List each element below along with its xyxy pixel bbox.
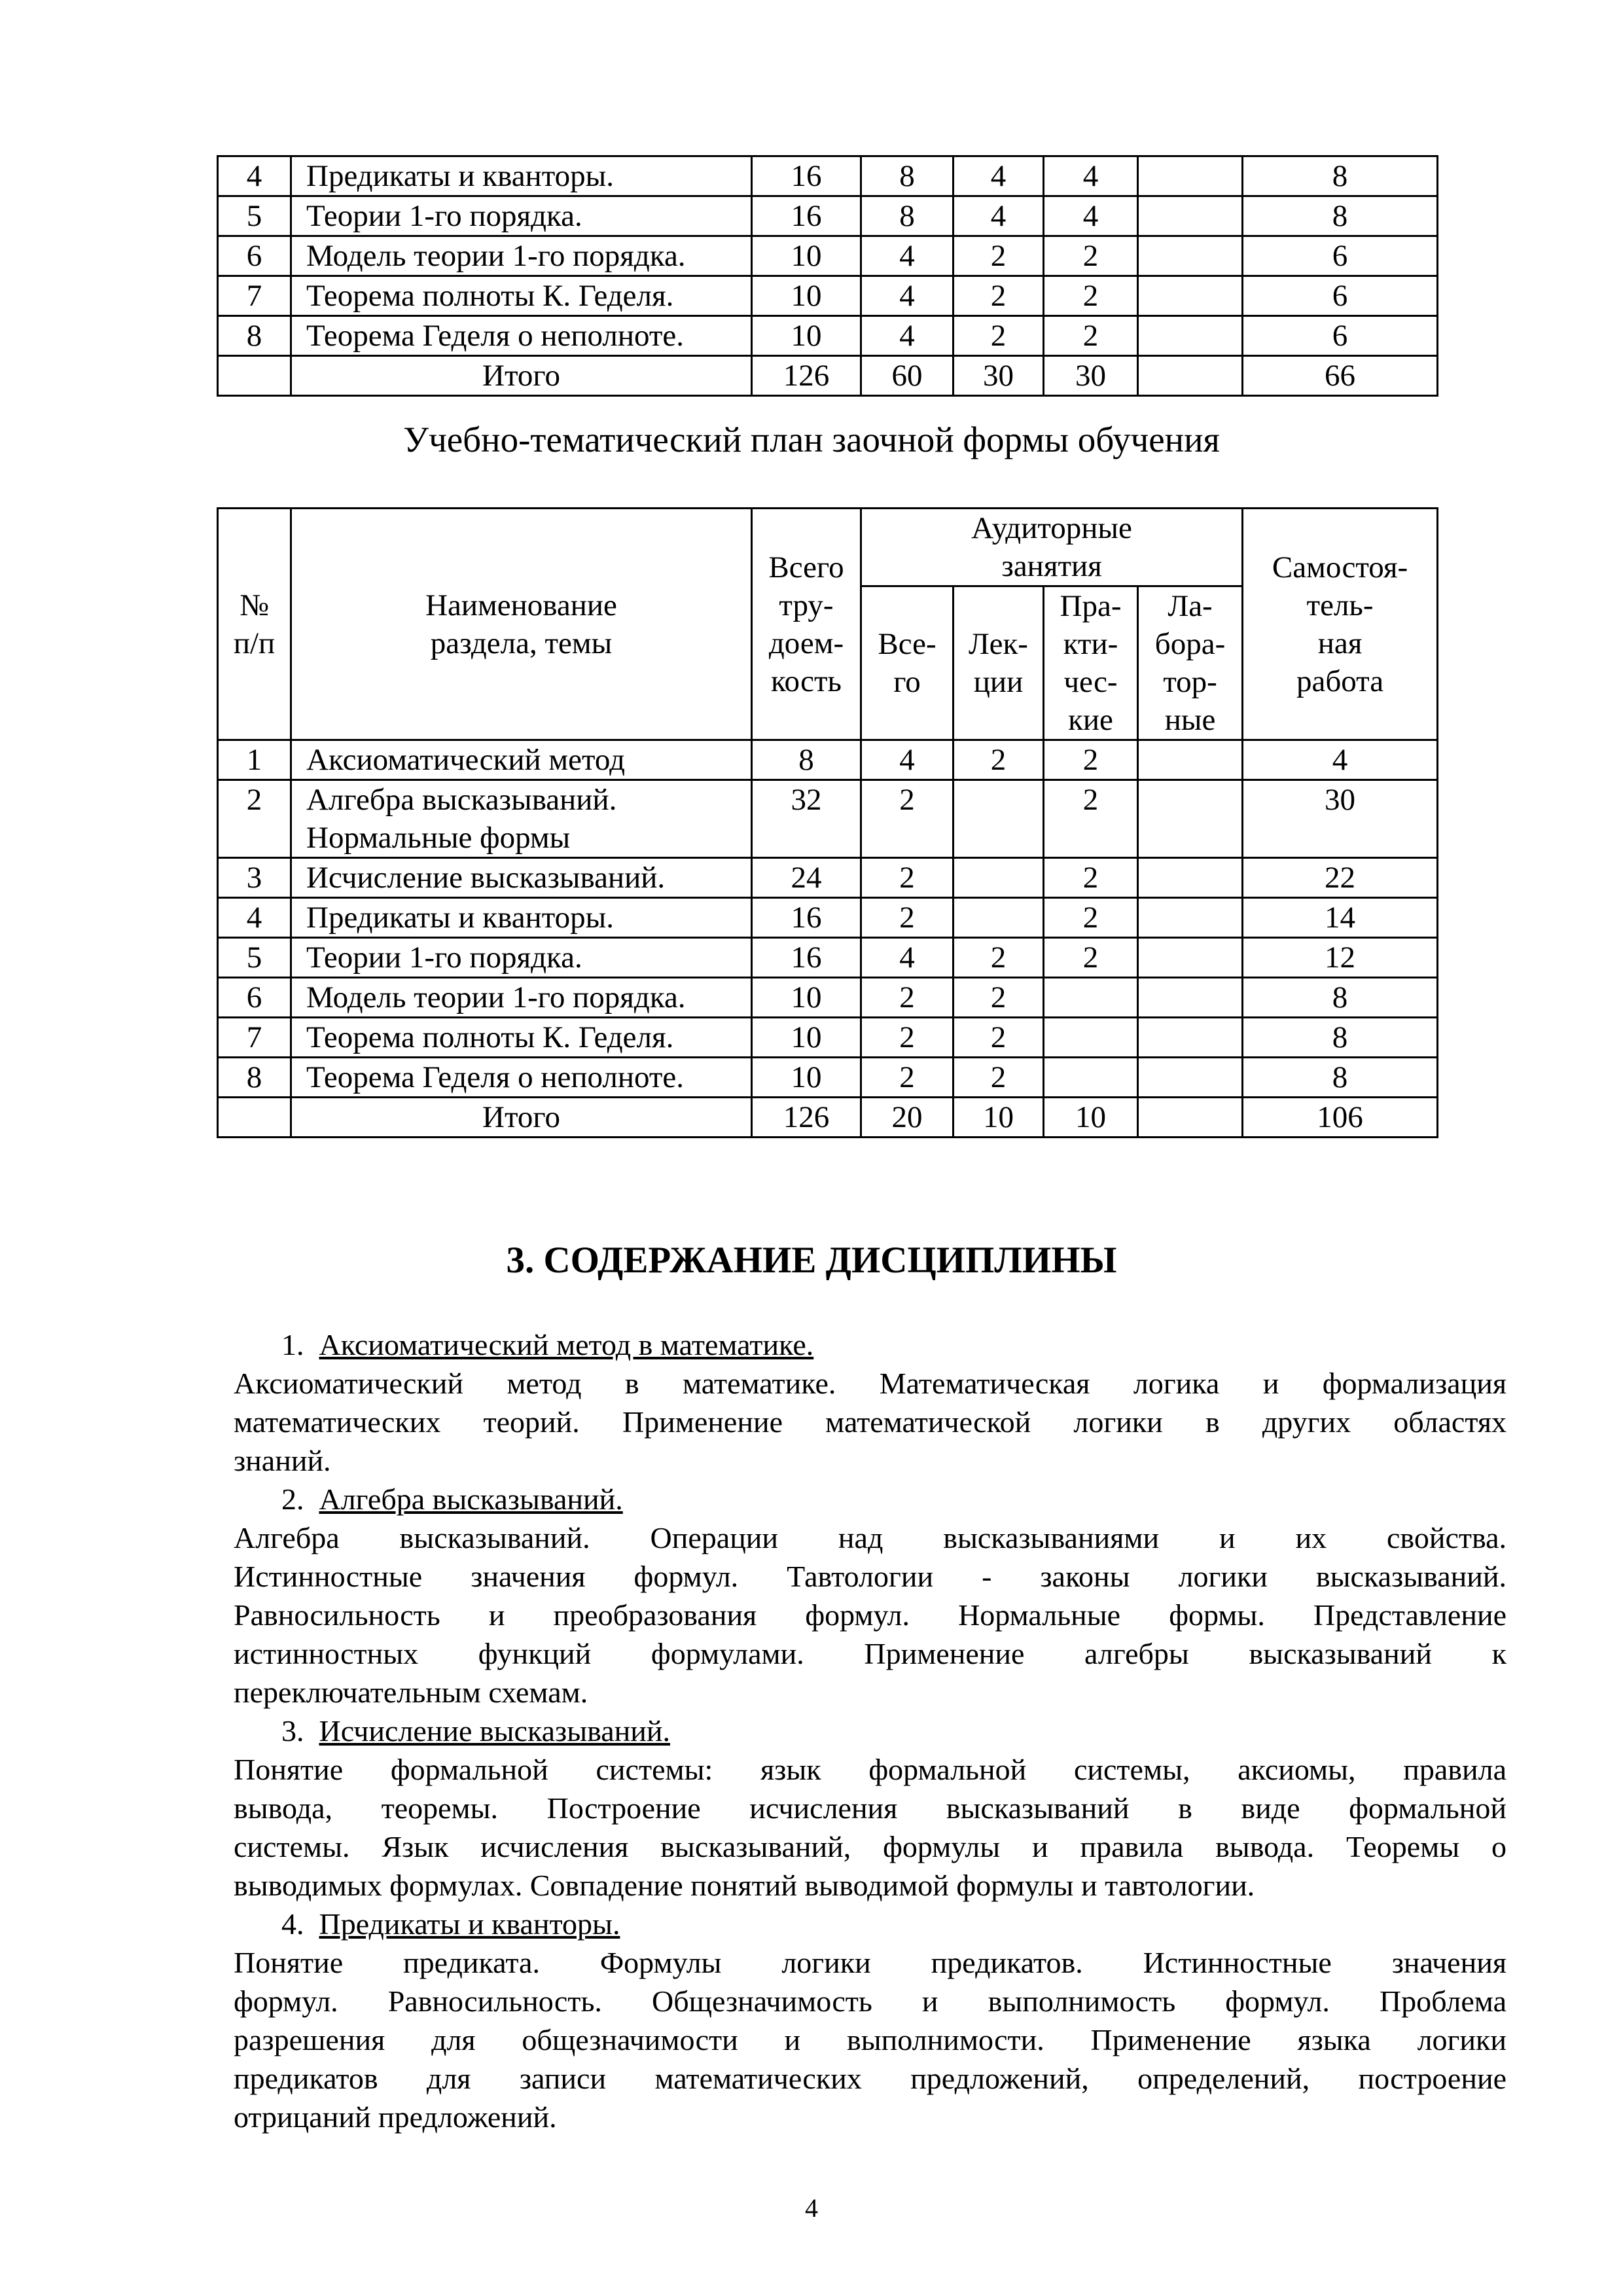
table-row	[218, 1018, 1438, 1058]
row-practice-hours: 2	[1044, 316, 1138, 356]
total-hours: 126	[752, 356, 861, 396]
row-total-hours: 16	[752, 938, 861, 978]
total-row	[218, 1098, 1438, 1138]
table-row	[218, 156, 1438, 196]
table-row	[218, 780, 1438, 858]
row-topic-name	[291, 740, 752, 780]
row-lab-hours	[1138, 1058, 1243, 1098]
row-lab-hours	[1138, 316, 1243, 356]
row-practice-hours	[1044, 1058, 1138, 1098]
topic-name-line: Модель теории 1-го порядка.	[306, 980, 686, 1014]
table2-title: Учебно-тематический план заочной формы обучения	[403, 420, 1220, 459]
row-lecture-hours: 2	[954, 1018, 1044, 1058]
row-total-hours: 10	[752, 1018, 861, 1058]
row-number: 6	[218, 236, 291, 276]
row-auditory-hours: 2	[861, 780, 954, 858]
row-number: 7	[218, 276, 291, 316]
row-lab-hours	[1138, 196, 1243, 236]
row-topic-name: Предикаты и кванторы.	[291, 156, 752, 196]
row-auditory-hours: 4	[861, 236, 954, 276]
row-topic-name	[291, 978, 752, 1018]
row-number: 4	[218, 156, 291, 196]
topic-text-3: Понятие формальной системы: язык формальной системы, аксиомы, правила вывода, теоремы. Построение исчисления высказываний в виде формальной системы. Язык исчисления высказываний, формулы и правила вывода. Теоремы о выводимых формулах. Совпадение понятий выводимой формулы и тавтологии.	[234, 1753, 1507, 1902]
table-row	[218, 938, 1438, 978]
table-row	[218, 316, 1438, 356]
topic-name-line: Аксиоматический метод	[306, 743, 625, 777]
row-lecture-hours	[954, 780, 1044, 858]
row-lecture-hours: 2	[954, 276, 1044, 316]
row-total-hours: 16	[752, 196, 861, 236]
row-lecture-hours: 2	[954, 938, 1044, 978]
row-topic-name	[291, 1058, 752, 1098]
topic-name-line: Предикаты и кванторы.	[306, 901, 614, 935]
row-practice-hours: 2	[1044, 938, 1138, 978]
table-correspondence-plan	[217, 507, 1438, 1138]
row-lab-hours	[1138, 276, 1243, 316]
header-total: Всего тру- доем- кость	[752, 509, 861, 740]
row-lab-hours	[1138, 236, 1243, 276]
row-number: 1	[218, 740, 291, 780]
table-row	[218, 276, 1438, 316]
row-total-hours: 10	[752, 1058, 861, 1098]
topic-heading-3: 3. Исчисление высказываний.	[281, 1714, 670, 1748]
total-auditory: 60	[861, 356, 954, 396]
row-topic-name	[291, 780, 752, 858]
total-lectures: 10	[954, 1098, 1044, 1138]
total-empty-cell	[218, 356, 291, 396]
topic-name-line: Теории 1-го порядка.	[306, 941, 582, 975]
row-lab-hours	[1138, 858, 1243, 898]
total-self-study: 66	[1243, 356, 1438, 396]
topic-name-line: Теорема Геделя о неполноте.	[306, 1060, 685, 1094]
topic-name-line: Исчисление высказываний.	[306, 861, 666, 895]
row-auditory-hours: 2	[861, 978, 954, 1018]
header-auditory-group: Аудиторные занятия	[861, 509, 1243, 586]
total-lectures: 30	[954, 356, 1044, 396]
total-hours: 126	[752, 1098, 861, 1138]
table-row	[218, 740, 1438, 780]
row-practice-hours: 2	[1044, 858, 1138, 898]
row-lab-hours	[1138, 938, 1243, 978]
table-full-time-continuation	[217, 155, 1438, 397]
row-auditory-hours: 4	[861, 740, 954, 780]
row-topic-name: Теорема Геделя о неполноте.	[291, 316, 752, 356]
row-lecture-hours: 4	[954, 156, 1044, 196]
row-total-hours: 16	[752, 898, 861, 938]
row-topic-name: Теории 1-го порядка.	[291, 196, 752, 236]
row-lab-hours	[1138, 978, 1243, 1018]
total-practice: 30	[1044, 356, 1138, 396]
topic-name-line: Нормальные формы	[306, 821, 571, 855]
row-number: 5	[218, 196, 291, 236]
row-number: 8	[218, 1058, 291, 1098]
row-lecture-hours: 2	[954, 236, 1044, 276]
row-total-hours: 10	[752, 236, 861, 276]
topic-text-2: Алгебра высказываний. Операции над высказываниями и их свойства. Истинностные значения формул. Тавтологии - законы логики высказываний. Равносильность и преобразования формул. Нормальные формы. Представление истинностных функций формулами. Применение алгебры высказываний к переключательным схемам.	[234, 1521, 1507, 1709]
table-row	[218, 236, 1438, 276]
row-lecture-hours	[954, 898, 1044, 938]
total-practice: 10	[1044, 1098, 1138, 1138]
row-total-hours: 10	[752, 316, 861, 356]
row-self-study-hours: 6	[1243, 316, 1438, 356]
row-total-hours: 24	[752, 858, 861, 898]
header-self-study: Самостоя- тель- ная работа	[1243, 509, 1438, 740]
row-auditory-hours: 2	[861, 1018, 954, 1058]
row-self-study-hours: 30	[1243, 780, 1438, 858]
total-auditory: 20	[861, 1098, 954, 1138]
row-self-study-hours: 8	[1243, 156, 1438, 196]
row-lab-hours	[1138, 156, 1243, 196]
row-number: 2	[218, 780, 291, 858]
topic-heading-1: 1. Аксиоматический метод в математике.	[281, 1328, 814, 1361]
row-lab-hours	[1138, 780, 1243, 858]
topic-heading-4: 4. Предикаты и кванторы.	[281, 1907, 620, 1941]
row-auditory-hours: 8	[861, 156, 954, 196]
row-self-study-hours: 22	[1243, 858, 1438, 898]
table-row	[218, 978, 1438, 1018]
row-practice-hours: 2	[1044, 898, 1138, 938]
row-total-hours: 16	[752, 156, 861, 196]
header-lectures: Лек- ции	[954, 586, 1044, 740]
total-label: Итого	[291, 356, 752, 396]
header-labs: Ла- бора- тор- ные	[1138, 586, 1243, 740]
total-labs	[1138, 1098, 1243, 1138]
row-lecture-hours: 2	[954, 316, 1044, 356]
header-num: № п/п	[218, 509, 291, 740]
header-auditory-total: Все- го	[861, 586, 954, 740]
row-lab-hours	[1138, 740, 1243, 780]
row-auditory-hours: 8	[861, 196, 954, 236]
topic-heading-2: 2. Алгебра высказываний.	[281, 1482, 623, 1516]
row-auditory-hours: 4	[861, 316, 954, 356]
row-number: 4	[218, 898, 291, 938]
table-row	[218, 196, 1438, 236]
row-total-hours: 10	[752, 978, 861, 1018]
row-self-study-hours: 14	[1243, 898, 1438, 938]
row-self-study-hours: 8	[1243, 1018, 1438, 1058]
row-lecture-hours: 2	[954, 978, 1044, 1018]
total-labs	[1138, 356, 1243, 396]
row-self-study-hours: 4	[1243, 740, 1438, 780]
topic-name-line: Алгебра высказываний.	[306, 783, 617, 817]
table-row	[218, 898, 1438, 938]
row-total-hours: 32	[752, 780, 861, 858]
row-lab-hours	[1138, 898, 1243, 938]
table-row	[218, 1058, 1438, 1098]
total-label: Итого	[291, 1098, 752, 1138]
row-practice-hours: 2	[1044, 276, 1138, 316]
row-number: 6	[218, 978, 291, 1018]
row-topic-name	[291, 938, 752, 978]
row-auditory-hours: 2	[861, 898, 954, 938]
row-auditory-hours: 4	[861, 276, 954, 316]
row-self-study-hours: 8	[1243, 196, 1438, 236]
row-self-study-hours: 8	[1243, 978, 1438, 1018]
section-title: 3. СОДЕРЖАНИЕ ДИСЦИПЛИНЫ	[506, 1240, 1117, 1281]
topic-text-1: Аксиоматический метод в математике. Математическая логика и формализация математических теорий. Применение математической логики в других областях знаний.	[234, 1367, 1507, 1477]
row-practice-hours: 4	[1044, 156, 1138, 196]
row-practice-hours	[1044, 978, 1138, 1018]
header-name: Наименование раздела, темы	[291, 509, 752, 740]
row-number: 3	[218, 858, 291, 898]
row-practice-hours	[1044, 1018, 1138, 1058]
row-topic-name	[291, 858, 752, 898]
row-number: 5	[218, 938, 291, 978]
row-auditory-hours: 2	[861, 1058, 954, 1098]
row-lab-hours	[1138, 1018, 1243, 1058]
row-lecture-hours: 2	[954, 740, 1044, 780]
row-lecture-hours: 4	[954, 196, 1044, 236]
row-self-study-hours: 6	[1243, 236, 1438, 276]
row-self-study-hours: 8	[1243, 1058, 1438, 1098]
row-number: 8	[218, 316, 291, 356]
total-row	[218, 356, 1438, 396]
topic-name-line: Теорема полноты К. Геделя.	[306, 1020, 674, 1054]
row-auditory-hours: 4	[861, 938, 954, 978]
row-self-study-hours: 6	[1243, 276, 1438, 316]
row-total-hours: 8	[752, 740, 861, 780]
row-lecture-hours: 2	[954, 1058, 1044, 1098]
row-total-hours: 10	[752, 276, 861, 316]
page-number: 4	[805, 2193, 818, 2223]
row-number: 7	[218, 1018, 291, 1058]
topic-text-4: Понятие предиката. Формулы логики предикатов. Истинностные значения формул. Равносильность. Общезначимость и выполнимость формул. Проблема разрешения для общезначимости и выполнимости. Применение языка логики предикатов для записи математических предложений, определений, построение отрицаний предложений.	[234, 1946, 1507, 2134]
row-auditory-hours: 2	[861, 858, 954, 898]
row-topic-name: Модель теории 1-го порядка.	[291, 236, 752, 276]
row-lecture-hours	[954, 858, 1044, 898]
row-self-study-hours: 12	[1243, 938, 1438, 978]
row-practice-hours: 4	[1044, 196, 1138, 236]
row-topic-name	[291, 898, 752, 938]
row-practice-hours: 2	[1044, 740, 1138, 780]
table-row	[218, 858, 1438, 898]
header-practice: Пра- кти- чес- кие	[1044, 586, 1138, 740]
row-topic-name	[291, 1018, 752, 1058]
total-self-study: 106	[1243, 1098, 1438, 1138]
total-empty-cell	[218, 1098, 291, 1138]
row-topic-name: Теорема полноты К. Геделя.	[291, 276, 752, 316]
row-practice-hours: 2	[1044, 236, 1138, 276]
row-practice-hours: 2	[1044, 780, 1138, 858]
